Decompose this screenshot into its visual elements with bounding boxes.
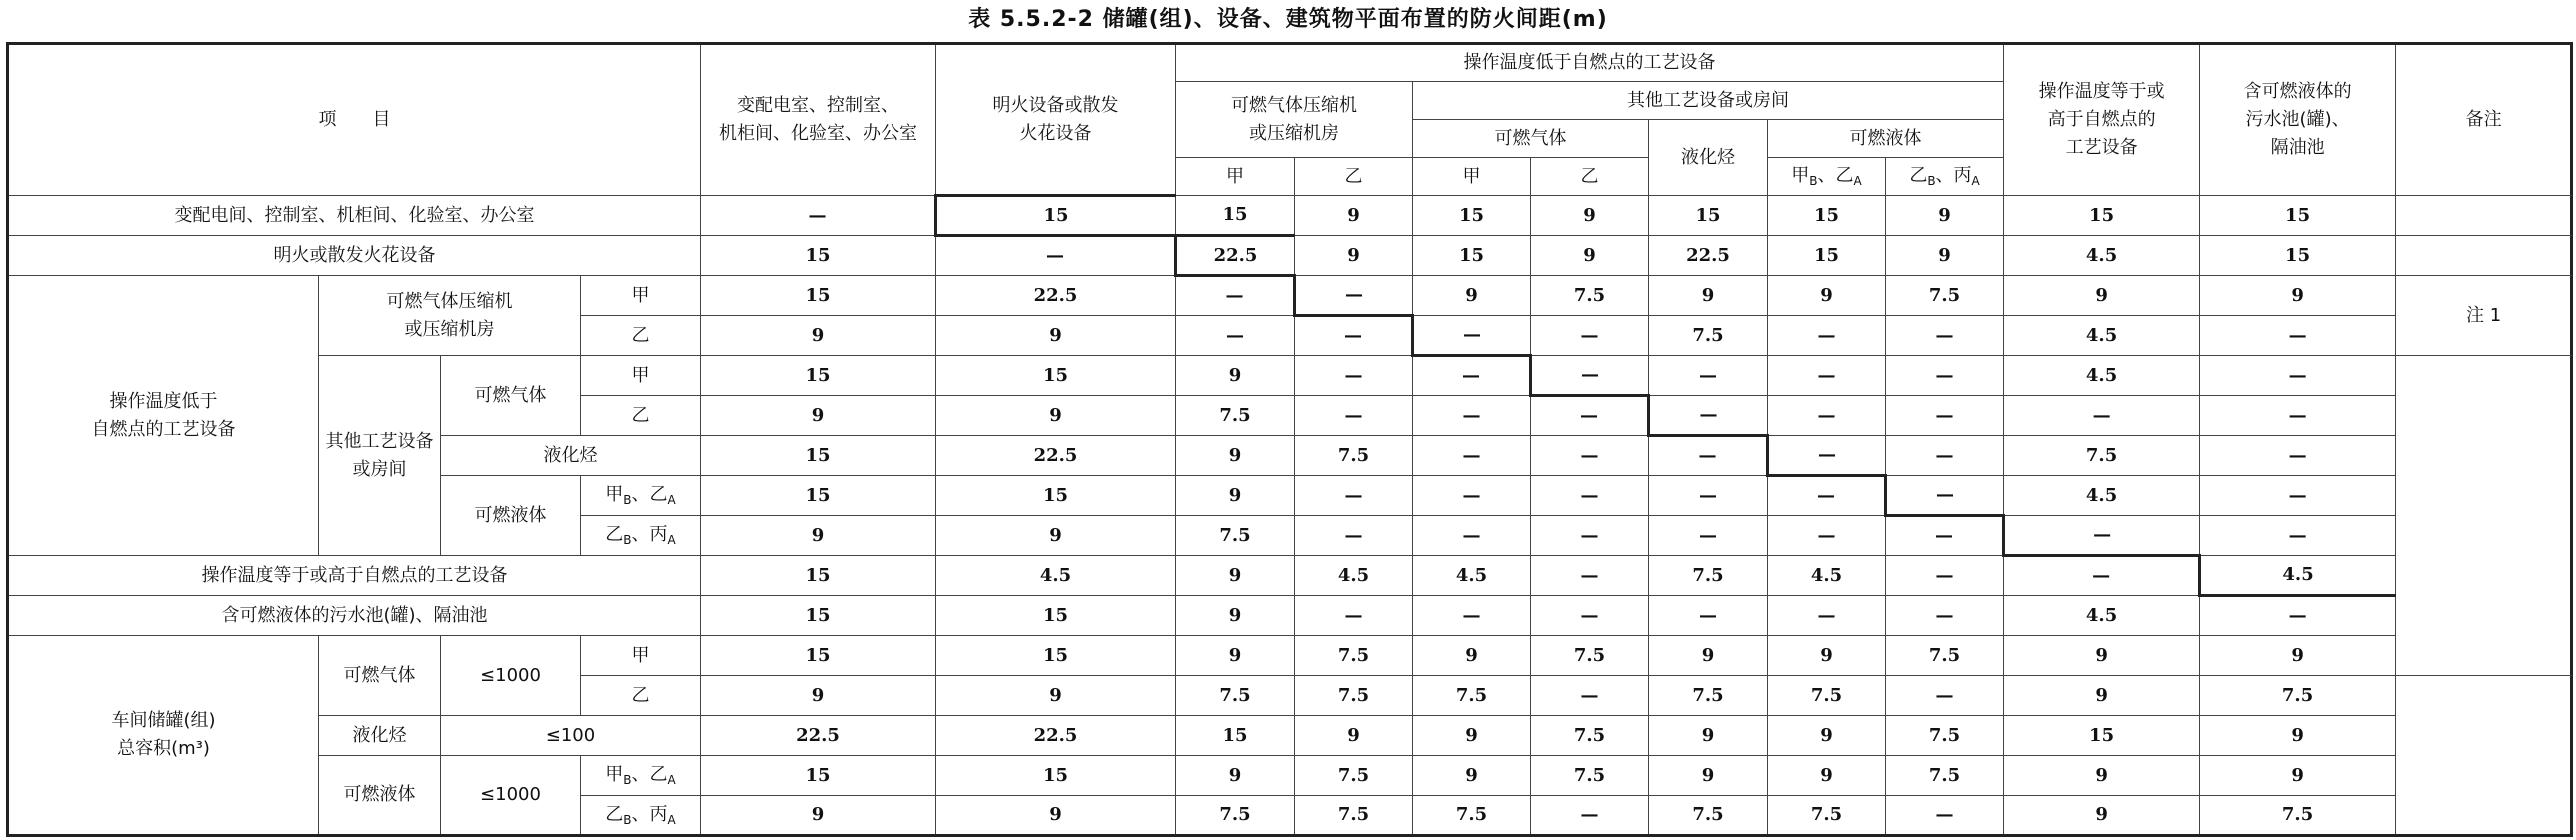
table-cell: — bbox=[1649, 356, 1768, 396]
table-cell: — bbox=[2200, 356, 2396, 396]
table-cell: — bbox=[1531, 516, 1649, 556]
table-cell: — bbox=[1886, 516, 2004, 556]
table-cell: — bbox=[1531, 596, 1649, 636]
table-cell: — bbox=[1176, 276, 1295, 316]
row-label-below-autoignition: 操作温度低于 自燃点的工艺设备 bbox=[8, 276, 319, 556]
header-liquefied-hydrocarbon: 液化烃 bbox=[1649, 120, 1768, 196]
header-remarks: 备注 bbox=[2396, 44, 2572, 196]
table-cell: 7.5 bbox=[1768, 676, 1886, 716]
row-label-tank-liq-jiab-yia: 甲$_B$、乙$_A$ bbox=[581, 756, 701, 796]
row-label-sewage: 含可燃液体的污水池(罐)、隔油池 bbox=[8, 596, 701, 636]
table-cell: 15 bbox=[936, 476, 1176, 516]
table-cell: — bbox=[2004, 516, 2200, 556]
table-cell: 7.5 bbox=[1295, 756, 1413, 796]
table-cell: — bbox=[1649, 476, 1768, 516]
table-cell: 15 bbox=[936, 356, 1176, 396]
row-label-gas-yi: 乙 bbox=[581, 396, 701, 436]
row-label-tank-gas-jia: 甲 bbox=[581, 636, 701, 676]
table-cell: — bbox=[1413, 396, 1531, 436]
header-sewage: 含可燃液体的 污水池(罐)、 隔油池 bbox=[2200, 44, 2396, 196]
row-label-comp-yi: 乙 bbox=[581, 316, 701, 356]
table-cell: 7.5 bbox=[1295, 636, 1413, 676]
row-label-other-equipment: 其他工艺设备 或房间 bbox=[319, 356, 441, 556]
table-cell: — bbox=[1531, 396, 1649, 436]
row-label-liq-yib-binga: 乙$_B$、丙$_A$ bbox=[581, 516, 701, 556]
table-cell: 7.5 bbox=[1176, 676, 1295, 716]
table-cell: 9 bbox=[936, 676, 1176, 716]
table-cell: — bbox=[1413, 436, 1531, 476]
table-cell: 7.5 bbox=[2004, 436, 2200, 476]
table-cell: 9 bbox=[1886, 236, 2004, 276]
table-cell-remark bbox=[2396, 236, 2572, 276]
table-row bbox=[8, 716, 2572, 756]
row-label-tank-liq-capacity: ≤1000 bbox=[441, 756, 581, 836]
row-label-workshop-tanks: 车间储罐(组) 总容积(m³) bbox=[8, 636, 319, 836]
table-cell: 9 bbox=[1176, 636, 1295, 676]
table-cell: 4.5 bbox=[2200, 556, 2396, 596]
table-cell: — bbox=[2200, 476, 2396, 516]
row-label-comp-jia: 甲 bbox=[581, 276, 701, 316]
table-cell: 15 bbox=[1649, 196, 1768, 236]
table-cell: 7.5 bbox=[1649, 556, 1768, 596]
header-liq-yib-binga: 乙$_B$、丙$_A$ bbox=[1886, 158, 2004, 196]
table-cell: 4.5 bbox=[936, 556, 1176, 596]
table-cell: — bbox=[2004, 396, 2200, 436]
table-cell: 7.5 bbox=[1531, 276, 1649, 316]
row-label-tank-liquefied-hydrocarbon: 液化烃 bbox=[319, 716, 441, 756]
table-cell: 15 bbox=[2200, 196, 2396, 236]
table-cell: 9 bbox=[1649, 276, 1768, 316]
table-cell: 9 bbox=[2200, 756, 2396, 796]
row-label-tank-gas-capacity: ≤1000 bbox=[441, 636, 581, 716]
table-row bbox=[8, 356, 2572, 396]
table-cell: 9 bbox=[2200, 276, 2396, 316]
table-cell: 9 bbox=[936, 396, 1176, 436]
table-cell: 9 bbox=[1176, 436, 1295, 476]
table-cell: 7.5 bbox=[1649, 676, 1768, 716]
table-cell: 9 bbox=[701, 316, 936, 356]
table-cell: 22.5 bbox=[701, 716, 936, 756]
table-cell: — bbox=[1886, 596, 2004, 636]
table-title: 表 5.5.2-2 储罐(组)、设备、建筑物平面布置的防火间距(m) bbox=[968, 7, 1608, 32]
table-cell: 15 bbox=[936, 636, 1176, 676]
table-row bbox=[8, 236, 2572, 276]
table-cell: 15 bbox=[1176, 196, 1295, 236]
row-label-tank-gas-yi: 乙 bbox=[581, 676, 701, 716]
table-cell: 22.5 bbox=[936, 276, 1176, 316]
table-cell: 4.5 bbox=[1768, 556, 1886, 596]
table-cell: 9 bbox=[701, 516, 936, 556]
header-open-fire: 明火设备或散发 火花设备 bbox=[936, 44, 1176, 196]
table-cell: 4.5 bbox=[2004, 356, 2200, 396]
header-flammable-liquid: 可燃液体 bbox=[1768, 120, 2004, 158]
table-cell: — bbox=[1886, 436, 2004, 476]
table-cell: 9 bbox=[1531, 196, 1649, 236]
table-cell: 9 bbox=[1649, 756, 1768, 796]
row-label-liquefied-hydrocarbon: 液化烃 bbox=[441, 436, 701, 476]
fire-distance-table bbox=[6, 42, 2573, 837]
table-cell: — bbox=[936, 236, 1176, 276]
table-cell: 15 bbox=[701, 556, 936, 596]
table-cell: 15 bbox=[2200, 236, 2396, 276]
header-liq-jiab-yia: 甲$_B$、乙$_A$ bbox=[1768, 158, 1886, 196]
row-label-flammable-liquid: 可燃液体 bbox=[441, 476, 581, 556]
table-cell: — bbox=[1768, 596, 1886, 636]
table-cell: — bbox=[1531, 316, 1649, 356]
table-cell: 9 bbox=[1768, 756, 1886, 796]
table-cell: — bbox=[1531, 356, 1649, 396]
table-cell: 15 bbox=[701, 436, 936, 476]
table-row bbox=[8, 596, 2572, 636]
row-label-flammable-gas: 可燃气体 bbox=[441, 356, 581, 436]
table-cell: 9 bbox=[1886, 196, 2004, 236]
header-substation: 变配电室、控制室、 机柜间、化验室、办公室 bbox=[701, 44, 936, 196]
table-cell: — bbox=[1413, 516, 1531, 556]
row-label-tank-liq-yib-binga: 乙$_B$、丙$_A$ bbox=[581, 796, 701, 836]
table-cell: 9 bbox=[701, 796, 936, 836]
table-cell: 7.5 bbox=[1295, 796, 1413, 836]
table-cell: — bbox=[1886, 316, 2004, 356]
table-cell: 9 bbox=[1176, 756, 1295, 796]
header-at-or-above: 操作温度等于或 高于自燃点的 工艺设备 bbox=[2004, 44, 2200, 196]
header-comp-jia: 甲 bbox=[1176, 158, 1295, 196]
table-cell: 9 bbox=[2004, 796, 2200, 836]
table-cell: 9 bbox=[2004, 636, 2200, 676]
table-cell: 7.5 bbox=[1295, 436, 1413, 476]
table-cell: 9 bbox=[1176, 596, 1295, 636]
row-label-gas-jia: 甲 bbox=[581, 356, 701, 396]
table-cell: — bbox=[1649, 396, 1768, 436]
table-cell: — bbox=[1531, 676, 1649, 716]
header-below-autoignition: 操作温度低于自燃点的工艺设备 bbox=[1176, 44, 2004, 82]
table-cell: 15 bbox=[1768, 236, 1886, 276]
table-row bbox=[8, 756, 2572, 796]
table-cell: — bbox=[1295, 396, 1413, 436]
header-comp-yi: 乙 bbox=[1295, 158, 1413, 196]
table-cell: — bbox=[1295, 596, 1413, 636]
table-cell: 9 bbox=[2004, 676, 2200, 716]
header-gas-jia: 甲 bbox=[1413, 158, 1531, 196]
row-label-tank-lh-capacity: ≤100 bbox=[441, 716, 701, 756]
table-cell: — bbox=[1649, 596, 1768, 636]
table-cell: 15 bbox=[1176, 716, 1295, 756]
table-cell-remark bbox=[2396, 356, 2572, 676]
header-compressor: 可燃气体压缩机 或压缩机房 bbox=[1176, 82, 1413, 158]
table-cell: — bbox=[1413, 596, 1531, 636]
table-cell: 22.5 bbox=[936, 716, 1176, 756]
table-cell: — bbox=[1413, 476, 1531, 516]
table-cell: 9 bbox=[1768, 636, 1886, 676]
table-cell: 15 bbox=[701, 596, 936, 636]
table-cell: 15 bbox=[701, 756, 936, 796]
table-cell: 7.5 bbox=[1176, 396, 1295, 436]
table-cell: — bbox=[1295, 276, 1413, 316]
table-cell: — bbox=[1295, 316, 1413, 356]
header-gas-yi: 乙 bbox=[1531, 158, 1649, 196]
table-cell: 9 bbox=[1649, 716, 1768, 756]
row-label-open-fire: 明火或散发火花设备 bbox=[8, 236, 701, 276]
table-cell: 15 bbox=[1768, 196, 1886, 236]
table-cell: — bbox=[1531, 556, 1649, 596]
table-cell: 9 bbox=[1176, 356, 1295, 396]
table-cell: 15 bbox=[701, 636, 936, 676]
table-cell: 15 bbox=[2004, 196, 2200, 236]
table-cell: 9 bbox=[1295, 196, 1413, 236]
row-label-liq-jiab-yia: 甲$_B$、乙$_A$ bbox=[581, 476, 701, 516]
table-cell: 7.5 bbox=[1413, 796, 1531, 836]
table-cell: 9 bbox=[1176, 476, 1295, 516]
table-cell: — bbox=[1768, 516, 1886, 556]
table-row bbox=[8, 556, 2572, 596]
table-cell: — bbox=[1531, 436, 1649, 476]
table-cell: 9 bbox=[1413, 636, 1531, 676]
table-cell: 22.5 bbox=[936, 436, 1176, 476]
table-cell: 4.5 bbox=[2004, 596, 2200, 636]
table-cell: 15 bbox=[701, 356, 936, 396]
table-cell: 15 bbox=[936, 756, 1176, 796]
table-cell: 22.5 bbox=[1649, 236, 1768, 276]
table-cell: — bbox=[1649, 516, 1768, 556]
table-cell: — bbox=[1413, 356, 1531, 396]
remark-note-1: 注 1 bbox=[2396, 276, 2572, 356]
table-cell: 4.5 bbox=[1413, 556, 1531, 596]
table-cell: 7.5 bbox=[1413, 676, 1531, 716]
table-cell: 7.5 bbox=[1295, 676, 1413, 716]
table-cell: — bbox=[1886, 476, 2004, 516]
table-cell: 9 bbox=[1768, 716, 1886, 756]
table-row bbox=[8, 196, 2572, 236]
table-cell: 7.5 bbox=[1886, 636, 2004, 676]
table-cell: 9 bbox=[1413, 756, 1531, 796]
table-cell: 9 bbox=[1413, 716, 1531, 756]
table-cell: 15 bbox=[701, 476, 936, 516]
table-cell-remark bbox=[2396, 196, 2572, 236]
table-cell: — bbox=[1886, 796, 2004, 836]
table-cell: — bbox=[1531, 796, 1649, 836]
table-cell: 7.5 bbox=[1649, 316, 1768, 356]
table-cell: 9 bbox=[701, 676, 936, 716]
table-cell: 7.5 bbox=[1649, 796, 1768, 836]
table-cell: — bbox=[1295, 516, 1413, 556]
table-cell: 22.5 bbox=[1176, 236, 1295, 276]
table-cell: — bbox=[1413, 316, 1531, 356]
table-cell: 4.5 bbox=[2004, 316, 2200, 356]
table-cell: — bbox=[2200, 516, 2396, 556]
table-cell: — bbox=[2200, 596, 2396, 636]
table-cell: — bbox=[2200, 316, 2396, 356]
table-cell: 9 bbox=[2200, 636, 2396, 676]
table-cell: — bbox=[1295, 356, 1413, 396]
table-cell: 7.5 bbox=[2200, 676, 2396, 716]
table-cell: 9 bbox=[1176, 556, 1295, 596]
row-label-substation: 变配电间、控制室、机柜间、化验室、办公室 bbox=[8, 196, 701, 236]
table-cell: — bbox=[1768, 436, 1886, 476]
table-cell: 9 bbox=[701, 396, 936, 436]
table-cell: — bbox=[1531, 476, 1649, 516]
table-cell: — bbox=[1886, 396, 2004, 436]
table-cell: 9 bbox=[936, 316, 1176, 356]
table-cell: 7.5 bbox=[1886, 716, 2004, 756]
table-cell: — bbox=[1886, 676, 2004, 716]
table-cell: — bbox=[1768, 356, 1886, 396]
table-cell: — bbox=[1768, 316, 1886, 356]
table-cell: 4.5 bbox=[2004, 476, 2200, 516]
table-cell: 7.5 bbox=[1531, 716, 1649, 756]
row-label-tank-flammable-liquid: 可燃液体 bbox=[319, 756, 441, 836]
table-cell: 15 bbox=[1413, 196, 1531, 236]
table-cell: 7.5 bbox=[1886, 276, 2004, 316]
table-cell: 4.5 bbox=[1295, 556, 1413, 596]
table-cell: 15 bbox=[701, 276, 936, 316]
table-cell: 9 bbox=[2004, 276, 2200, 316]
table-cell: 15 bbox=[936, 196, 1176, 236]
table-cell: — bbox=[701, 196, 936, 236]
table-cell: 15 bbox=[936, 596, 1176, 636]
table-cell: 9 bbox=[1413, 276, 1531, 316]
table-cell: 9 bbox=[1531, 236, 1649, 276]
table-cell: 15 bbox=[701, 236, 936, 276]
table-cell: — bbox=[1649, 436, 1768, 476]
table-cell: 9 bbox=[1295, 236, 1413, 276]
table-cell: 9 bbox=[1649, 636, 1768, 676]
table-cell: 9 bbox=[1768, 276, 1886, 316]
table-row bbox=[8, 636, 2572, 676]
table-cell: — bbox=[2004, 556, 2200, 596]
table-cell: 7.5 bbox=[2200, 796, 2396, 836]
table-cell: — bbox=[1295, 476, 1413, 516]
table-cell: — bbox=[1768, 476, 1886, 516]
header-flammable-gas: 可燃气体 bbox=[1413, 120, 1649, 158]
row-label-at-or-above: 操作温度等于或高于自燃点的工艺设备 bbox=[8, 556, 701, 596]
table-cell: 15 bbox=[1413, 236, 1531, 276]
table-cell: 15 bbox=[2004, 716, 2200, 756]
table-cell: 7.5 bbox=[1176, 516, 1295, 556]
header-other-equipment: 其他工艺设备或房间 bbox=[1413, 82, 2004, 120]
table-cell: 9 bbox=[1295, 716, 1413, 756]
table-cell: — bbox=[1768, 396, 1886, 436]
table-cell: 9 bbox=[936, 796, 1176, 836]
table-cell: 4.5 bbox=[2004, 236, 2200, 276]
table-row bbox=[8, 276, 2572, 316]
table-cell: 7.5 bbox=[1768, 796, 1886, 836]
table-cell: — bbox=[1886, 356, 2004, 396]
table-cell: 9 bbox=[936, 516, 1176, 556]
row-label-compressor: 可燃气体压缩机 或压缩机房 bbox=[319, 276, 581, 356]
table-cell: 7.5 bbox=[1176, 796, 1295, 836]
table-cell: — bbox=[2200, 396, 2396, 436]
table-cell: — bbox=[1176, 316, 1295, 356]
header-item: 项 目 bbox=[8, 44, 701, 196]
table-cell: 9 bbox=[2200, 716, 2396, 756]
row-label-tank-flammable-gas: 可燃气体 bbox=[319, 636, 441, 716]
table-cell: 9 bbox=[2004, 756, 2200, 796]
table-cell: 7.5 bbox=[1531, 636, 1649, 676]
table-cell: — bbox=[2200, 436, 2396, 476]
table-cell: 7.5 bbox=[1531, 756, 1649, 796]
table-cell: 7.5 bbox=[1886, 756, 2004, 796]
table-cell: — bbox=[1886, 556, 2004, 596]
